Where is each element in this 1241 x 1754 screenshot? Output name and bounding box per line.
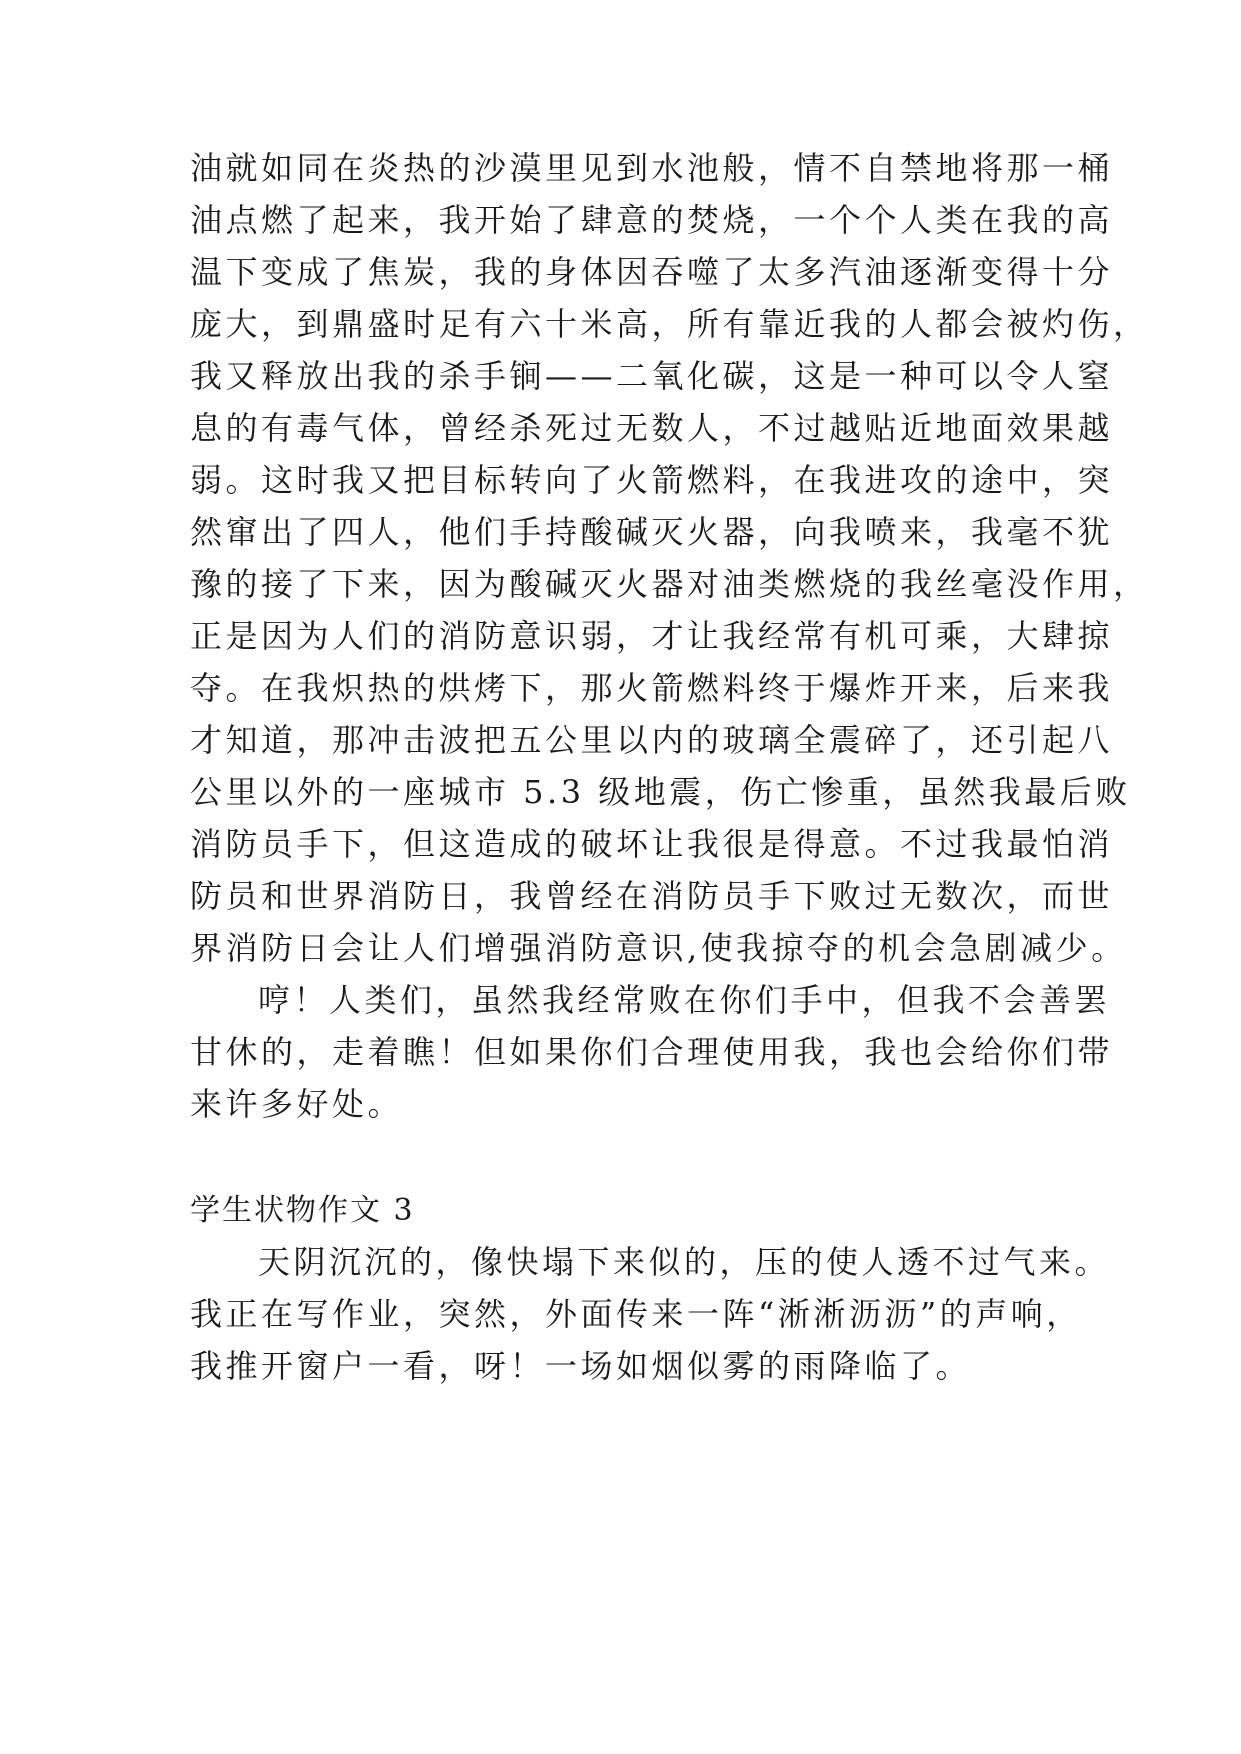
body-text-line: 哼！人类们，虽然我经常败在你们手中，但我不会善罢	[258, 981, 1111, 1019]
body-text-line: 正是因为人们的消防意识弱，才让我经常有机可乘，大肆掠	[190, 617, 1114, 655]
body-text-line: 然窜出了四人，他们手持酸碱灭火器，向我喷来，我毫不犹	[190, 513, 1114, 551]
body-text-line: 我正在写作业，突然，外面传来一阵“淅淅沥沥”的声响，	[190, 1295, 1082, 1333]
body-text-line: 温下变成了焦炭，我的身体因吞噬了太多汽油逐渐变得十分	[190, 253, 1114, 291]
body-text-line: 油就如同在炎热的沙漠里见到水池般，情不自禁地将那一桶	[190, 149, 1114, 187]
body-text-line: 我又释放出我的杀手锏——二氧化碳，这是一种可以令人窒	[190, 357, 1114, 395]
body-text-line: 息的有毒气体，曾经杀死过无数人，不过越贴近地面效果越	[190, 409, 1114, 447]
body-text-line: 弱。这时我又把目标转向了火箭燃料，在我进攻的途中，突	[190, 461, 1114, 499]
body-text-line: 才知道，那冲击波把五公里以内的玻璃全震碎了，还引起八	[190, 721, 1114, 759]
body-text-line: 豫的接了下来，因为酸碱灭火器对油类燃烧的我丝毫没作用，	[190, 565, 1149, 603]
body-text-line: 我推开窗户一看，呀！一场如烟似雾的雨降临了。	[190, 1347, 972, 1385]
body-text-line: 夺。在我炽热的烘烤下，那火箭燃料终于爆炸开来，后来我	[190, 669, 1114, 707]
body-text-line: 甘休的，走着瞧！但如果你们合理使用我，我也会给你们带	[190, 1033, 1114, 1071]
body-text-line: 防员和世界消防日，我曾经在消防员手下败过无数次，而世	[190, 877, 1114, 915]
body-text-line: 油点燃了起来，我开始了肆意的焚烧，一个个人类在我的高	[190, 201, 1114, 239]
body-text-line: 天阴沉沉的，像快塌下来似的，压的使人透不过气来。	[258, 1243, 1111, 1281]
body-text-line: 庞大，到鼎盛时足有六十米高，所有靠近我的人都会被灼伤，	[190, 305, 1149, 343]
section-heading: 学生状物作文 3	[190, 1193, 415, 1228]
body-text-line: 公里以外的一座城市 5.3 级地震，伤亡惨重，虽然我最后败	[190, 773, 1131, 811]
body-text-line: 界消防日会让人们增强消防意识,使我掠夺的机会急剧减少。	[190, 929, 1127, 967]
body-text-line: 消防员手下，但这造成的破坏让我很是得意。不过我最怕消	[190, 825, 1114, 863]
body-text-line: 来许多好处。	[190, 1085, 404, 1123]
